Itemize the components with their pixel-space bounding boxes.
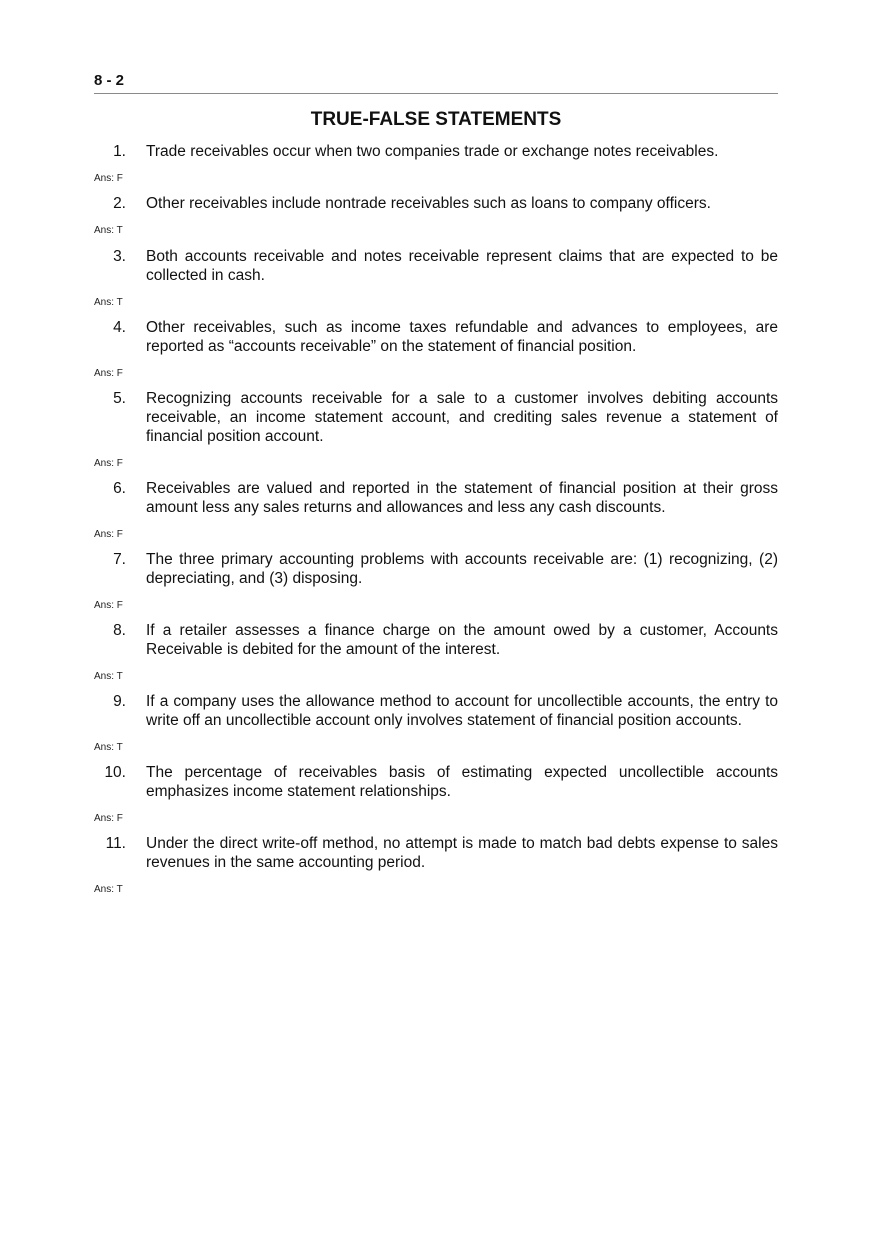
question-number: 7. — [113, 551, 126, 568]
question-text: Recognizing accounts receivable for a sale to a customer involves debiting accounts receivable, an income statement account, and crediting sales revenue a statement of financial position account. — [146, 390, 778, 445]
question-text: Under the direct write-off method, no attempt is made to match bad debts expense to sales revenues in the same accounting period. — [146, 835, 778, 871]
question-number: 4. — [113, 319, 126, 336]
question-number: 1. — [113, 143, 126, 160]
question-item — [94, 194, 778, 236]
page-title: TRUE-FALSE STATEMENTS — [310, 109, 562, 130]
question-text: Other receivables include nontrade receivables such as loans to company officers. — [146, 195, 711, 212]
question-number: 8. — [113, 622, 126, 639]
question-item — [94, 389, 778, 469]
question-number: 11. — [105, 835, 126, 852]
question-text: If a retailer assesses a finance charge on the amount owed by a customer, Accounts Receivable is debited for the amount of the interest. — [146, 622, 778, 658]
question-number: 5. — [113, 390, 126, 407]
question-item — [94, 763, 778, 824]
question-text: Receivables are valued and reported in the statement of financial position at their gross amount less any sales returns and allowances and less any cash discounts. — [146, 480, 778, 516]
answer-label: Ans: T — [94, 671, 123, 682]
question-text: If a company uses the allowance method to account for uncollectible accounts, the entry to write off an uncollectible account only involves statement of financial position accounts. — [146, 693, 778, 729]
question-item — [94, 550, 778, 611]
answer-label: Ans: F — [94, 813, 123, 824]
question-item — [94, 621, 778, 682]
answer-label: Ans: F — [94, 458, 123, 469]
question-item — [94, 479, 778, 540]
answer-label: Ans: F — [94, 600, 123, 611]
question-item — [94, 247, 778, 308]
question-item — [94, 834, 778, 895]
answer-label: Ans: T — [94, 297, 123, 308]
answer-label: Ans: T — [94, 884, 123, 895]
question-text: The three primary accounting problems with accounts receivable are: (1) recognizing, (2) depreciating, and (3) disposing. — [146, 551, 778, 587]
question-item — [94, 142, 778, 184]
question-text: Trade receivables occur when two companies trade or exchange notes receivables. — [146, 143, 719, 160]
question-item — [94, 318, 778, 379]
answer-label: Ans: F — [94, 529, 123, 540]
question-number: 6. — [113, 480, 126, 497]
question-number: 10. — [104, 764, 126, 781]
question-text: The percentage of receivables basis of estimating expected uncollectible accounts emphasizes income statement relationships. — [146, 764, 778, 800]
header-rule — [94, 93, 778, 94]
answer-label: Ans: F — [94, 368, 123, 379]
question-text: Both accounts receivable and notes receivable represent claims that are expected to be collected in cash. — [146, 248, 778, 284]
question-number: 3. — [113, 248, 126, 265]
answer-label: Ans: T — [94, 225, 123, 236]
answer-label: Ans: F — [94, 173, 123, 184]
question-number: 2. — [113, 195, 126, 212]
answer-label: Ans: T — [94, 742, 123, 753]
page-number: 8 - 2 — [94, 72, 125, 89]
question-item — [94, 692, 778, 753]
question-number: 9. — [113, 693, 126, 710]
question-text: Other receivables, such as income taxes refundable and advances to employees, are reported as “accounts receivable” on the statement of financial position. — [146, 319, 778, 355]
